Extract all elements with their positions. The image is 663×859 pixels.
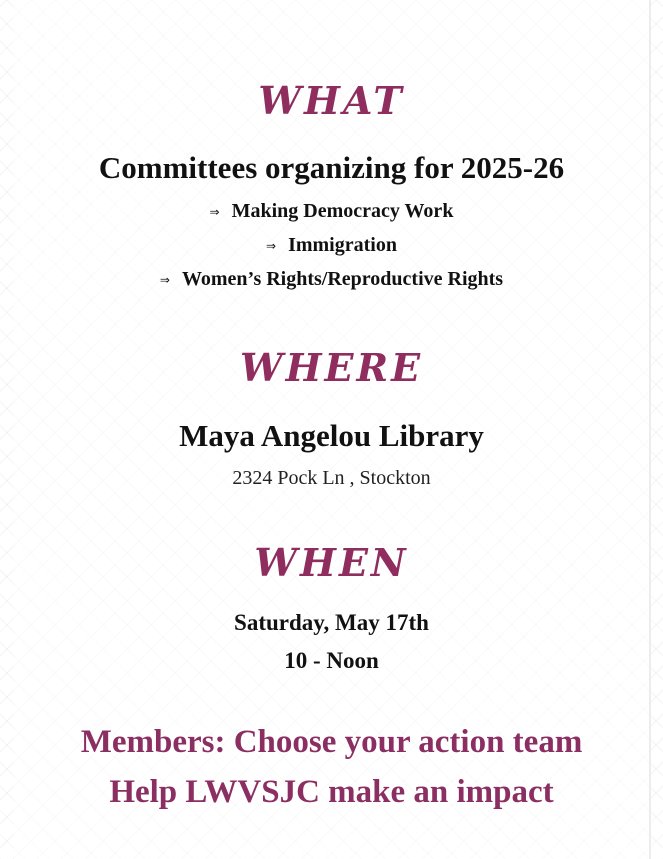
cta-line-2: Help LWVSJC make an impact [109,774,554,810]
committee-item [0,268,663,291]
rightwards-double-arrow-icon: ⇒ [159,273,170,287]
committee-item [0,234,663,257]
rightwards-double-arrow-icon: ⇒ [266,239,277,253]
venue-name: Maya Angelou Library [179,418,484,453]
event-time: 10 - Noon [284,648,379,673]
committee-item [0,200,663,223]
when-heading: WHEN [254,540,409,585]
rightwards-double-arrow-icon: ⇒ [209,205,220,219]
where-heading: WHERE [239,345,424,390]
venue-address: 2324 Pock Ln , Stockton [232,467,431,489]
committees-title: Committees organizing for 2025-26 [98,150,565,185]
event-date: Saturday, May 17th [234,610,429,635]
cta-line-1: Members: Choose your action team [80,724,583,760]
what-heading: WHAT [258,78,405,123]
committee-item-label: Making Democracy Work [231,200,454,222]
committee-item-label: Women’s Rights/Reproductive Rights [181,268,504,290]
committee-item-label: Immigration [288,234,397,256]
